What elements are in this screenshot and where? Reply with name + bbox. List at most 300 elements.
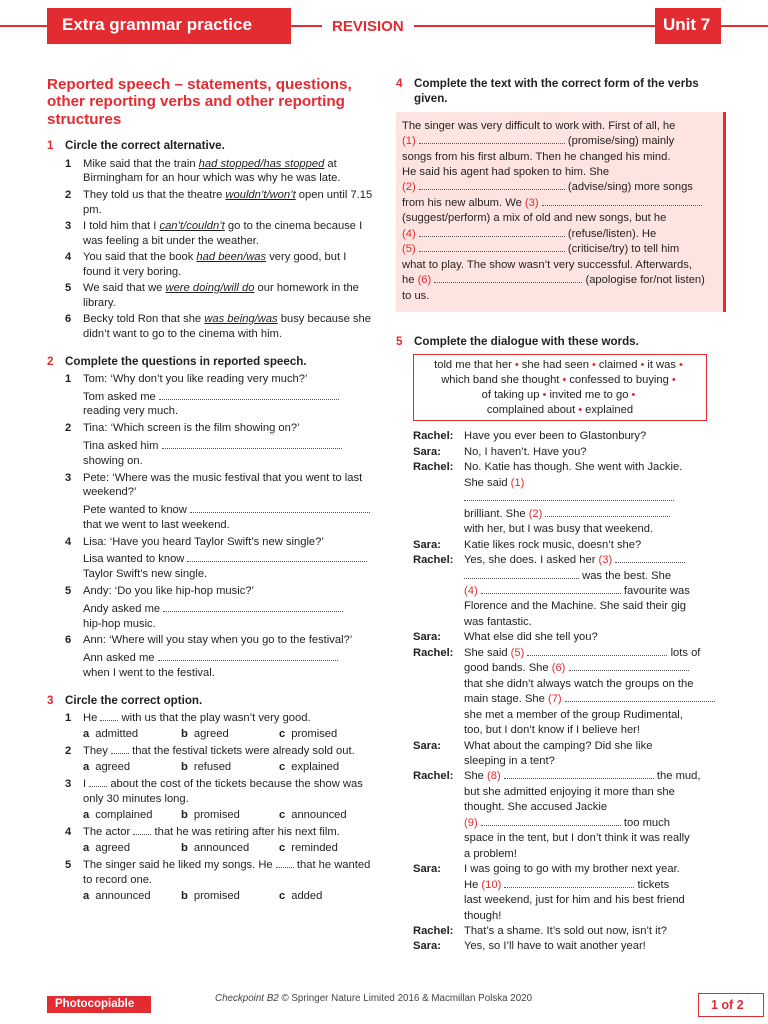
dialogue-text <box>464 739 726 754</box>
alternative-choice[interactable]: had been/was <box>196 250 267 263</box>
text-fragment: She said <box>464 476 508 489</box>
speaker-name <box>396 847 464 862</box>
speaker-name <box>396 522 464 537</box>
sentence-end: about the cost of the tickets because the show was only 30 minutes long. <box>83 778 363 805</box>
gap-number: (3) <box>598 554 613 567</box>
option-a[interactable] <box>83 727 181 742</box>
answer-gap[interactable] <box>464 492 674 501</box>
speaker-name: Rachel: <box>413 554 454 567</box>
answer-end: when I went to the festival. <box>83 666 215 679</box>
item-text <box>83 250 377 280</box>
item-text <box>83 281 377 311</box>
option-b[interactable] <box>181 841 279 856</box>
gap-number: (6) <box>551 662 566 675</box>
option-a[interactable] <box>83 760 181 775</box>
answer-gap[interactable] <box>162 440 342 449</box>
dialogue-line <box>396 522 726 537</box>
exercise-item <box>47 312 377 342</box>
speaker-name <box>396 785 464 800</box>
text-fragment: that she didn’t always watch the groups on the <box>464 677 694 690</box>
options-row <box>47 727 377 742</box>
gap-number: (3) <box>524 196 539 209</box>
alternative-choice[interactable]: can’t/couldn’t <box>159 219 225 232</box>
dialogue-text <box>464 460 726 475</box>
sentence-end: that the festival tickets were already sold out. <box>132 745 355 758</box>
answer-gap[interactable] <box>419 135 565 144</box>
gap-number: (7) <box>547 693 562 706</box>
speaker-name <box>396 800 464 815</box>
dialogue-line <box>396 800 726 815</box>
answer-start: Ann asked me <box>83 652 155 665</box>
gap-number: (4) <box>464 584 478 597</box>
text-fragment: Have you ever been to Glastonbury? <box>464 430 647 443</box>
answer-gap[interactable] <box>89 778 107 787</box>
speaker-name <box>396 615 464 630</box>
dialogue-text <box>464 862 726 877</box>
text-fragment: but she admitted enjoying it more than she <box>464 785 675 798</box>
option-letter: b <box>181 728 188 741</box>
exercise-number: 5 <box>396 335 403 349</box>
answer-gap[interactable] <box>187 553 367 562</box>
answer-gap[interactable] <box>504 770 654 779</box>
sentence-end: go to the cinema because I was feeling a bit under the weather. <box>83 219 363 247</box>
sentence-end: at Birmingham for an hour which was why he was late. <box>83 157 341 185</box>
option-b[interactable] <box>181 808 279 823</box>
text-line <box>402 242 717 257</box>
item-number: 3 <box>65 219 72 232</box>
answer-gap[interactable] <box>158 652 338 661</box>
word-option: of taking up <box>481 388 540 401</box>
word-line <box>420 388 700 403</box>
header-title: Extra grammar practice <box>47 8 291 44</box>
speaker-name <box>396 507 464 522</box>
option-text: complained <box>95 809 153 822</box>
text-fragment: She said <box>464 646 508 659</box>
exercise-number: 1 <box>47 139 54 153</box>
header-section: REVISION <box>322 8 414 44</box>
dialogue-line <box>396 785 726 800</box>
option-letter: a <box>83 809 90 822</box>
answer-end: that we went to last weekend. <box>83 518 230 531</box>
alternative-choice[interactable]: had stopped/has stopped <box>198 157 325 170</box>
text-fragment: too, but I don’t know if I believe her! <box>464 724 640 737</box>
dialogue-text <box>464 553 726 568</box>
dialogue-line <box>396 569 726 584</box>
answer-line <box>47 602 377 617</box>
alternative-choice[interactable]: were doing/will do <box>165 281 255 294</box>
sentence-start: We said that we <box>83 281 166 294</box>
quote-text: Andy: ‘Do you like hip-hop music?’ <box>83 585 255 598</box>
text-fragment: That’s a shame. It’s sold out now, isn’t it? <box>464 924 667 937</box>
option-text: agreed <box>193 728 229 741</box>
alternative-choice[interactable]: was being/was <box>204 313 278 326</box>
gap-number: (8) <box>487 770 501 783</box>
dialogue-line <box>396 769 726 784</box>
sentence-start: You said that the book <box>83 250 197 263</box>
item-number: 3 <box>65 471 72 484</box>
exercise-5-heading <box>396 334 726 349</box>
sentence-start: They <box>83 745 108 758</box>
dialogue-line <box>396 677 726 692</box>
speaker-name <box>396 878 464 893</box>
word-line <box>420 358 700 373</box>
answer-gap[interactable] <box>434 274 582 283</box>
text-fragment: was fantastic. <box>464 615 532 628</box>
speaker-name <box>396 491 464 506</box>
dialogue-line <box>396 878 726 893</box>
gap-number: (2) <box>528 507 543 520</box>
dialogue-line <box>396 924 726 939</box>
exercise-item <box>47 219 377 249</box>
header-unit: Unit 7 <box>655 8 721 44</box>
dialogue-line <box>396 909 726 924</box>
dialogue-text <box>464 507 726 522</box>
word-option: which band she thought <box>441 374 560 387</box>
bullet-separator: • <box>514 359 519 372</box>
exercise-3-heading <box>47 693 377 708</box>
speaker-name <box>396 569 464 584</box>
sentence-end: with us that the play wasn’t very good. <box>121 712 311 725</box>
option-letter: c <box>279 728 286 741</box>
text-line <box>402 180 717 195</box>
item-text <box>83 825 377 840</box>
dialogue-text <box>464 615 726 630</box>
bullet-separator: • <box>591 359 596 372</box>
answer-gap[interactable] <box>481 817 621 826</box>
exercise-item <box>47 372 377 387</box>
exercise-instruction: Circle the correct option. <box>65 693 203 707</box>
bullet-separator: • <box>578 403 583 416</box>
item-number: 1 <box>65 372 72 385</box>
speaker-name <box>396 723 464 738</box>
sentence-start: The singer said he liked my songs. He <box>83 859 273 872</box>
exercise-item <box>47 825 377 840</box>
sentence-start: He <box>83 712 98 725</box>
answer-start: Lisa wanted to know <box>83 553 185 566</box>
exercise-item <box>47 471 377 501</box>
dialogue-text <box>464 569 726 584</box>
text-line: The singer was very difficult to work with. First of all, he <box>402 119 676 132</box>
text-line <box>402 227 717 242</box>
text-fragment: with her, but I was busy that weekend. <box>464 523 654 536</box>
gap-number: (1) <box>402 135 416 148</box>
speaker-name: Sara: <box>413 739 441 752</box>
answer-gap[interactable] <box>159 391 339 400</box>
copyright-text: © Springer Nature Limited 2016 & Macmillan Polska 2020 <box>278 993 533 1004</box>
speaker-name <box>396 893 464 908</box>
option-letter: a <box>83 890 90 903</box>
dialogue-text <box>464 878 726 893</box>
copyright-line <box>215 993 532 1006</box>
option-letter: c <box>279 890 286 903</box>
exercise-4-text-box <box>396 112 726 312</box>
dialogue-text <box>464 522 726 537</box>
text-fragment: main stage. She <box>464 693 545 706</box>
option-b[interactable] <box>181 727 279 742</box>
answer-line <box>47 552 377 567</box>
text-fragment: last weekend, just for him and his best friend <box>464 894 685 907</box>
dialogue-line <box>396 584 726 599</box>
options-row <box>47 760 377 775</box>
dialogue-line <box>396 661 726 676</box>
option-a[interactable] <box>83 889 181 904</box>
speaker-name <box>396 831 464 846</box>
option-text: admitted <box>95 728 139 741</box>
word-option: confessed to buying <box>569 374 669 387</box>
exercise-number: 4 <box>396 77 403 90</box>
speaker-name: Sara: <box>413 445 441 458</box>
item-number: 2 <box>65 422 72 435</box>
dialogue-line <box>396 429 726 444</box>
option-letter: c <box>279 761 286 774</box>
text-fragment: a problem! <box>464 847 517 860</box>
answer-start: Pete wanted to know <box>83 504 187 517</box>
item-number: 1 <box>65 712 72 725</box>
page-number: 1 of 2 <box>698 993 764 1017</box>
option-text: announced <box>291 809 347 822</box>
quote-text: Tom: ‘Why don’t you like reading very much?’ <box>83 372 308 385</box>
answer-gap[interactable] <box>133 826 151 835</box>
text-fragment: the mud, <box>656 770 701 783</box>
answer-gap[interactable] <box>190 504 370 513</box>
option-a[interactable] <box>83 841 181 856</box>
sentence-start: Becky told Ron that she <box>83 313 205 326</box>
word-line <box>420 403 700 418</box>
item-number: 2 <box>65 188 72 201</box>
speaker-name <box>396 599 464 614</box>
exercise-instruction: Complete the questions in reported speech. <box>65 354 307 368</box>
option-c[interactable] <box>279 889 377 904</box>
item-number: 5 <box>65 859 72 872</box>
dialogue-text <box>464 429 726 444</box>
exercise-item <box>47 777 377 807</box>
item-number: 6 <box>65 634 72 647</box>
speaker-name: Rachel: <box>413 924 454 937</box>
speaker-name: Sara: <box>413 538 441 551</box>
answer-gap[interactable] <box>615 554 685 563</box>
dialogue-line <box>396 862 726 877</box>
option-c[interactable] <box>279 760 377 775</box>
exercise-number: 3 <box>47 693 54 707</box>
option-text: announced <box>193 842 250 855</box>
dialogue-text <box>464 677 726 692</box>
bullet-separator: • <box>640 359 645 372</box>
dialogue-text <box>464 491 726 506</box>
option-letter: b <box>181 890 188 903</box>
quote-text: Ann: ‘Where will you stay when you go to the festival?’ <box>83 634 353 647</box>
answer-gap[interactable] <box>419 181 565 190</box>
dialogue-text <box>464 584 726 599</box>
answer-line <box>47 503 377 518</box>
dialogue <box>396 429 726 954</box>
speaker-name <box>396 661 464 676</box>
answer-gap[interactable] <box>565 693 715 702</box>
option-c[interactable] <box>279 841 377 856</box>
dialogue-line <box>396 630 726 645</box>
answer-gap[interactable] <box>464 570 579 579</box>
text-line: what to play. The show wasn’t very successful. Afterwards, <box>402 258 692 271</box>
exercise-instruction: Complete the dialogue with these words. <box>414 335 639 349</box>
answer-line <box>47 390 377 405</box>
dialogue-line <box>396 491 726 506</box>
item-number: 6 <box>65 313 72 326</box>
text-fragment: Katie likes rock music, doesn’t she? <box>464 538 642 551</box>
answer-gap[interactable] <box>163 603 343 612</box>
speaker-name <box>396 754 464 769</box>
answer-end: Taylor Swift’s new single. <box>83 568 208 581</box>
alternative-choice[interactable]: wouldn’t/won’t <box>225 188 296 201</box>
text-fragment: too much <box>623 816 670 829</box>
dialogue-text <box>464 538 726 553</box>
answer-gap[interactable] <box>504 879 634 888</box>
answer-gap[interactable] <box>276 859 294 868</box>
dialogue-text <box>464 769 726 784</box>
text-line <box>402 196 717 211</box>
exercise-2-list <box>47 372 377 681</box>
text-fragment: thought. She accused Jackie <box>464 801 608 814</box>
dialogue-line <box>396 692 726 707</box>
answer-start: Tom asked me <box>83 390 156 403</box>
option-text: agreed <box>95 761 131 774</box>
item-number: 3 <box>65 778 72 791</box>
option-c[interactable] <box>279 727 377 742</box>
speaker-name <box>396 677 464 692</box>
text-fragment: She <box>464 770 484 783</box>
dialogue-line <box>396 708 726 723</box>
option-b[interactable] <box>181 889 279 904</box>
exercise-instruction: Circle the correct alternative. <box>65 139 225 153</box>
exercise-item <box>47 535 377 550</box>
text-fragment: good bands. She <box>464 662 549 675</box>
exercise-item <box>47 157 377 187</box>
dialogue-line <box>396 553 726 568</box>
text-fragment: favourite was <box>623 584 690 597</box>
option-a[interactable] <box>83 808 181 823</box>
text-fragment: No, I haven’t. Have you? <box>464 445 587 458</box>
speaker-name <box>396 476 464 491</box>
dialogue-text <box>464 847 726 862</box>
sentence-end: open until 7.15 pm. <box>83 188 373 216</box>
speaker-name: Rachel: <box>413 770 454 783</box>
dialogue-text <box>464 924 726 939</box>
dialogue-text <box>464 754 726 769</box>
text-fragment: lots of <box>670 646 701 659</box>
dialogue-text <box>464 692 726 707</box>
dialogue-line <box>396 816 726 831</box>
text-fragment: tickets <box>637 878 670 891</box>
answer-gap[interactable] <box>569 662 689 671</box>
answer-gap[interactable] <box>419 228 565 237</box>
answer-gap[interactable] <box>545 508 670 517</box>
sentence-end: very good, but I found it very boring. <box>83 250 347 278</box>
gap-number: (6) <box>417 274 432 287</box>
text-fragment: though! <box>464 909 502 922</box>
sentence-end: our homework in the library. <box>83 281 359 309</box>
gap-number: (5) <box>402 243 416 256</box>
exercise-1-heading <box>47 138 377 153</box>
sentence-end: that he was retiring after his next film. <box>154 825 340 838</box>
exercise-item <box>47 744 377 759</box>
speaker-name: Sara: <box>413 940 441 953</box>
answer-end: hip-hop music. <box>83 617 156 630</box>
exercise-item <box>47 584 377 599</box>
exercise-instruction: Complete the text with the correct form of the verbs given. <box>414 77 699 106</box>
item-text <box>83 188 377 218</box>
dialogue-text <box>464 599 726 614</box>
answer-start: Tina asked him <box>83 440 159 452</box>
bullet-separator: • <box>671 374 676 387</box>
item-text <box>83 744 377 759</box>
answer-gap[interactable] <box>527 647 667 656</box>
speaker-name <box>396 909 464 924</box>
option-letter: b <box>181 761 188 774</box>
dialogue-line <box>396 723 726 738</box>
dialogue-text <box>464 785 726 800</box>
exercise-3-list <box>47 711 377 904</box>
speaker-name: Rachel: <box>413 646 454 659</box>
option-c[interactable] <box>279 808 377 823</box>
dialogue-text <box>464 831 726 846</box>
gap-number: (1) <box>510 476 525 489</box>
answer-gap[interactable] <box>100 712 118 721</box>
item-text <box>83 312 377 342</box>
option-text: promised <box>193 809 240 822</box>
item-number: 5 <box>65 585 72 598</box>
sentence-start: Mike said that the train <box>83 157 199 170</box>
sentence-end: busy because she didn’t want to go to the cinema with him. <box>83 313 371 340</box>
answer-line <box>47 651 377 666</box>
text-line: songs from his first album. Then he changed his mind. <box>402 150 671 163</box>
option-b[interactable] <box>181 760 279 775</box>
item-text <box>83 777 377 807</box>
option-text: promised <box>193 890 240 903</box>
answer-end: showing on. <box>83 454 143 467</box>
option-letter: a <box>83 761 90 774</box>
verb-prompt: (promise/sing) mainly <box>567 135 675 148</box>
exercise-item <box>47 421 377 436</box>
sentence-end: that he wanted to record one. <box>83 859 371 886</box>
option-text: reminded <box>291 842 338 855</box>
answer-gap[interactable] <box>542 197 702 206</box>
dialogue-line <box>396 646 726 661</box>
text-fragment: What about the camping? Did she like <box>464 739 653 752</box>
word-option: claimed <box>598 359 638 372</box>
photocopiable-label: Photocopiable <box>47 996 151 1013</box>
item-number: 4 <box>65 250 72 263</box>
quote-text: Pete: ‘Where was the music festival that you went to last weekend?’ <box>83 471 363 499</box>
text-fragment: sleeping in a tent? <box>464 754 555 767</box>
answer-gap[interactable] <box>111 745 129 754</box>
dialogue-text <box>464 630 726 645</box>
option-letter: b <box>181 809 188 822</box>
dialogue-line <box>396 893 726 908</box>
option-letter: a <box>83 728 90 741</box>
text-fragment: brilliant. She <box>464 507 526 520</box>
speaker-name <box>396 816 464 831</box>
dialogue-line <box>396 939 726 954</box>
dialogue-text <box>464 909 726 924</box>
dialogue-line <box>396 599 726 614</box>
bullet-separator: • <box>542 388 547 401</box>
exercise-4-heading <box>396 76 726 107</box>
dialogue-line <box>396 507 726 522</box>
quote-text: Lisa: ‘Have you heard Taylor Swift’s new single?’ <box>83 535 324 548</box>
answer-gap[interactable] <box>481 585 621 594</box>
word-option: invited me to go <box>549 388 629 401</box>
answer-gap[interactable] <box>419 243 565 252</box>
word-option: it was <box>647 359 676 372</box>
option-text: refused <box>193 761 232 774</box>
